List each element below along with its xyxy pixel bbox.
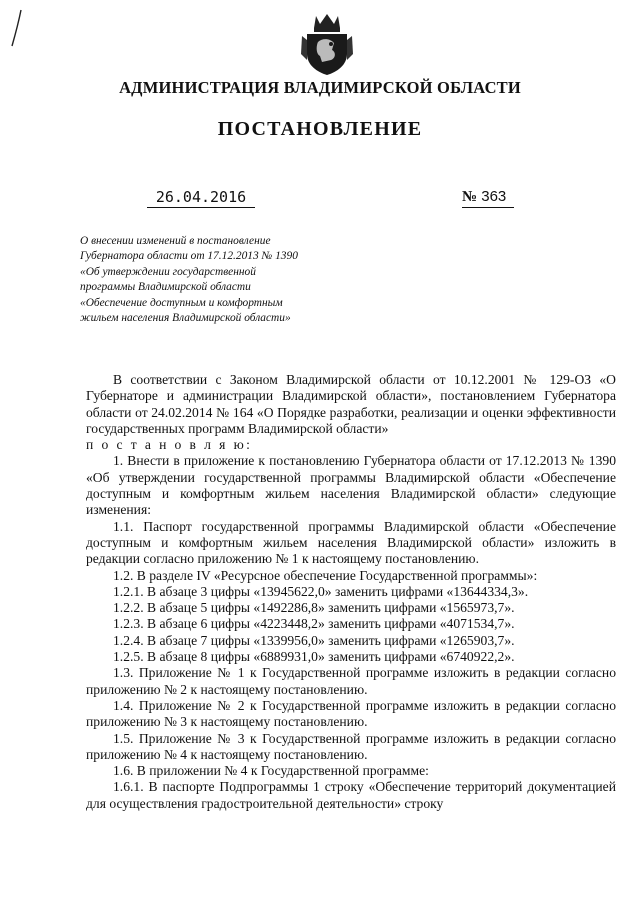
paragraph-1-4: 1.4. Приложение № 2 к Государственной программе изложить в редакции согласно приложению № 3 к настоящему постановлению.: [86, 697, 616, 730]
paragraph-1-5: 1.5. Приложение № 3 к Государственной программе изложить в редакции согласно приложению № 4 к настоящему постановлению.: [86, 730, 616, 762]
document-body: [86, 372, 616, 812]
paragraph-1-2-4: 1.2.4. В абзаце 7 цифры «1339956,0» заменить цифрами «1265903,7».: [113, 632, 515, 648]
paragraph-1-2: 1.2. В разделе IV «Ресурсное обеспечение Государственной программы»:: [113, 567, 538, 583]
paragraph-1-6-1: 1.6.1. В паспорте Подпрограммы 1 строку «Обеспечение территорий документацией для осуществления градостроительной деятельности» строку: [86, 779, 616, 811]
subject-block: [80, 234, 360, 326]
number-sign: №: [462, 189, 478, 205]
document-type-title: ПОСТАНОВЛЕНИЕ: [217, 118, 423, 140]
subject-line: О внесении изменений в постановление: [80, 235, 271, 247]
paragraph-1: 1. Внести в приложение к постановлению Губернатора области от 17.12.2013 № 1390 «Об утверждении государственной программы Владимирской области «Обеспечение доступным и комфортным жильем населения Владимирской области» следующие изменения:: [86, 453, 616, 518]
agency-name: АДМИНИСТРАЦИЯ ВЛАДИМИРСКОЙ ОБЛАСТИ: [119, 78, 521, 97]
paragraph-1-6: 1.6. В приложении № 4 к Государственной программе:: [113, 763, 429, 779]
subject-line: Губернатора области от 17.12.2013 № 1390: [80, 250, 298, 263]
paragraph-1-2-1: 1.2.1. В абзаце 3 цифры «13945622,0» заменить цифрами «13644334,3».: [113, 583, 529, 599]
preamble-paragraph: В соответствии с Законом Владимирской области от 10.12.2001 № 129-ОЗ «О Губернаторе и администрации Владимирской области», постановлением Губернатора области от 24.02.2014 № 164 «О Порядке разработки, реализации и оценки эффективности государственных программ Владимирской области»: [86, 372, 616, 436]
document-number: [462, 188, 514, 208]
paragraph-1-2-3: 1.2.3. В абзаце 6 цифры «4223448,2» заменить цифрами «4071534,7».: [113, 616, 515, 632]
coat-of-arms-emblem: [298, 10, 356, 76]
paragraph-1-1: 1.1. Паспорт государственной программы Владимирской области «Обеспечение доступным и комфортным жильем населения Владимирской области» изложить в редакции согласно приложению № 1 к настоящему постановлению.: [86, 518, 616, 567]
paragraph-1-2-5: 1.2.5. В абзаце 8 цифры «6889931,0» заменить цифрами «6740922,2».: [113, 649, 515, 665]
subject-line: жильем населения Владимирской области»: [80, 312, 291, 325]
subject-line: «Об утверждении государственной: [80, 265, 256, 278]
handwritten-margin-mark: [8, 8, 24, 48]
subject-line: программы Владимирской области: [80, 281, 251, 294]
paragraph-1-3: 1.3. Приложение № 1 к Государственной программе изложить в редакции согласно приложению № 2 к настоящему постановлению.: [86, 665, 616, 697]
subject-line: «Обеспечение доступным и комфортным: [80, 296, 283, 309]
paragraph-1-2-2: 1.2.2. В абзаце 5 цифры «1492286,8» заменить цифрами «1565973,7».: [113, 600, 515, 616]
document-date: 26.04.2016: [147, 188, 255, 208]
number-value: 363: [481, 188, 507, 205]
decree-word: п о с т а н о в л я ю:: [86, 437, 253, 453]
